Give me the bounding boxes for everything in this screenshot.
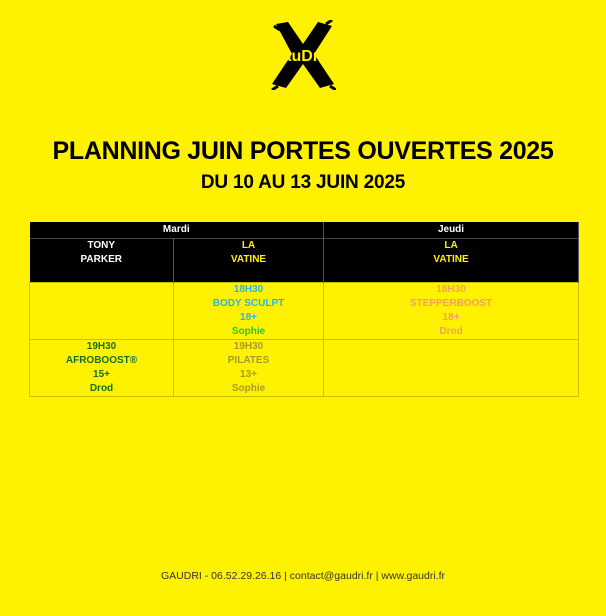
- class-age: 15+: [93, 369, 110, 380]
- venue-line: LA: [444, 240, 458, 251]
- class-name: BODY SCULPT: [212, 298, 285, 309]
- class-age: 18+: [442, 312, 460, 323]
- venue-line: VATINE: [230, 254, 267, 265]
- class-coach: Sophie: [231, 383, 266, 394]
- venue-line: LA: [241, 240, 256, 251]
- venue-header-la-vatine-mardi: [174, 239, 324, 283]
- class-cell-stepperboost: [324, 283, 579, 340]
- class-coach: Drod: [439, 326, 463, 337]
- svg-text:auDri: auDri: [282, 48, 324, 65]
- class-time: 19H30: [233, 341, 264, 352]
- brush-x-logo-icon: [270, 20, 336, 90]
- venue-line: PARKER: [80, 254, 122, 265]
- time-slot-row: [30, 283, 579, 340]
- venue-header-row: [30, 239, 579, 283]
- gaudri-logo: [270, 20, 336, 90]
- class-coach: Drod: [89, 383, 114, 394]
- class-coach: Sophie: [231, 326, 266, 337]
- venue-header-tony-parker: [30, 239, 174, 283]
- class-time: 18H30: [233, 284, 264, 295]
- class-age: 13+: [240, 369, 257, 380]
- page-subtitle: DU 10 AU 13 JUIN 2025: [200, 172, 406, 193]
- footer-contact: GAUDRI - 06.52.29.26.16 | contact@gaudri.fr | www.gaudri.fr: [161, 570, 445, 582]
- day-header-jeudi: Jeudi: [324, 222, 579, 239]
- venue-header-la-vatine-jeudi: [324, 239, 579, 283]
- class-time: 18H30: [436, 284, 466, 295]
- empty-cell: [324, 340, 579, 397]
- class-name: AFROBOOST®: [65, 355, 138, 366]
- class-cell-body-sculpt: [174, 283, 324, 340]
- class-name: STEPPERBOOST: [409, 298, 493, 309]
- time-slot-row: [30, 340, 579, 397]
- venue-line: VATINE: [433, 254, 469, 265]
- class-age: 18+: [240, 312, 257, 323]
- class-cell-pilates: [174, 340, 324, 397]
- day-header-mardi: Mardi: [30, 222, 324, 239]
- venue-line: TONY: [87, 240, 116, 251]
- empty-cell: [30, 283, 174, 340]
- day-header-row: [30, 222, 579, 239]
- class-name: PILATES: [227, 355, 270, 366]
- class-cell-afroboost: [30, 340, 174, 397]
- page-title: PLANNING JUIN PORTES OUVERTES 2025: [52, 137, 554, 165]
- planning-table: [29, 222, 579, 397]
- class-time: 19H30: [86, 341, 117, 352]
